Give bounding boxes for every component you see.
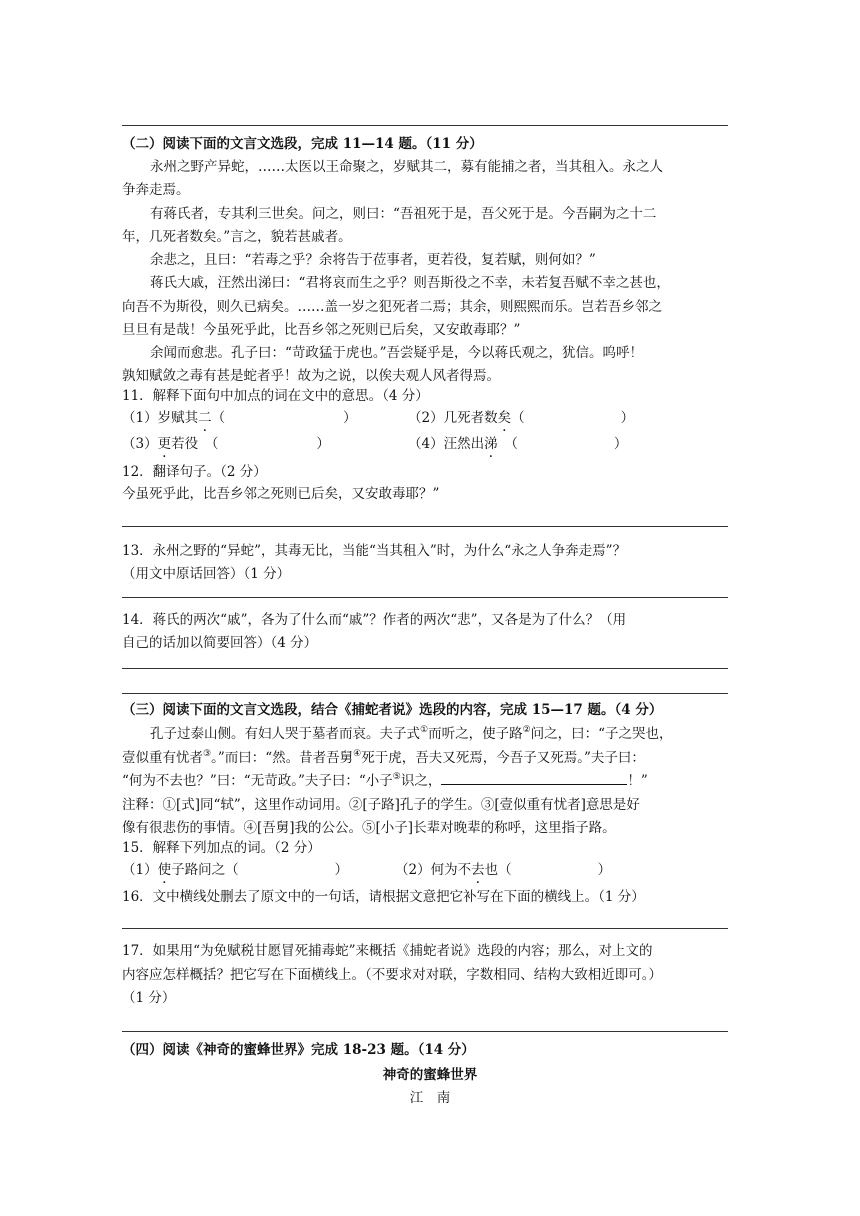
section2-heading: （二）阅读下面的文言文选段，完成 11—14 题。（11 分）: [122, 136, 483, 152]
passage-line: “何为不去也？”曰：“无苛政。”夫子曰：“小子⑤识之， ！”: [122, 772, 648, 789]
question-13: 13．永州之野的“异蛇”，其毒无比，当能“当其租入”时，为什么“永之人争奔走焉”？: [122, 543, 627, 559]
question-17-cont: 内容应怎样概括？把它写在下面横线上。（不要求对对联，字数相同、结构大致相近即可。）: [122, 967, 662, 983]
answer-line: [122, 597, 728, 598]
passage-line: 有蒋氏者，专其利三世矣。问之，则曰：“吾祖死于是，吾父死于是。今吾嗣为之十二: [150, 206, 657, 222]
passage-line: 孔子过泰山侧。有妇人哭于墓者而哀。夫子式①而听之，使子路②问之，曰：“子之哭也，: [150, 725, 673, 742]
q11-item-4: （4）汪然出涕 （ ）: [408, 436, 628, 452]
question-13-cont: （用文中原话回答）（1 分）: [122, 566, 291, 582]
passage-line: 永州之野产异蛇，……太医以王命聚之，岁赋其二，募有能捕之者，当其租入。永之人: [150, 159, 663, 175]
q11-item-1: （1）岁赋其二（ ）: [122, 410, 357, 426]
passage-line: 旦旦有是哉！今虽死乎此，比吾乡邻之死则已后矣，又安敢毒耶？”: [122, 322, 521, 338]
passage-line: 壹似重有忧者③。”而曰：“然。昔者吾舅④死于虎，吾夫又死焉，今吾子又死焉。”夫子曰：: [122, 749, 645, 766]
answer-line: [122, 526, 728, 527]
q15-item-2: （2）何为不去也（ ）: [395, 862, 612, 878]
passage-line: 蒋氏大戚，汪然出涕曰：“君将哀而生之乎？则吾斯役之不幸，未若复吾赋不幸之甚也，: [150, 275, 670, 291]
question-12: 12．翻译句子。（2 分）: [122, 464, 267, 480]
note-line: 像有很悲伤的事情。④[吾舅]我的公公。⑤[小子]长辈对晚辈的称呼，这里指子路。: [122, 820, 616, 836]
passage-line: 年，几死者数矣。”言之，貌若甚戚者。: [122, 229, 352, 245]
answer-line: [122, 668, 728, 669]
fill-blank[interactable]: [441, 771, 627, 785]
passage-line: 孰知赋敛之毒有甚是蛇者乎！故为之说，以俟夫观人风者得焉。: [122, 368, 500, 384]
section3-heading: （三）阅读下面的文言文选段，结合《捕蛇者说》选段的内容，完成 15—17 题。（4 分）: [122, 702, 663, 718]
question-16: 16．文中横线处删去了原文中的一句话，请根据文意把它补写在下面的横线上。（1 分）: [122, 889, 645, 905]
passage-line: 向吾不为斯役，则久已病矣。……盖一岁之犯死者二焉；其余，则熙熙而乐。岂若吾乡邻之: [122, 299, 662, 315]
answer-line: [122, 928, 728, 929]
question-15: 15．解释下列加点的词。（2 分）: [122, 840, 321, 856]
passage-line: 争奔走焉。: [122, 182, 190, 198]
section4-heading: （四）阅读《神奇的蜜蜂世界》完成 18-23 题。（14 分）: [122, 1042, 475, 1058]
q11-item-3: （3）更若役 （ ）: [122, 436, 330, 452]
q12-sentence: 今虽死乎此，比吾乡邻之死则已后矣，又安敢毒耶？”: [122, 486, 440, 502]
article-title: 神奇的蜜蜂世界: [382, 1067, 478, 1083]
passage-line: 余闻而愈悲。孔子曰：“苛政猛于虎也。”吾尝疑乎是，今以蒋氏观之，犹信。呜呼！: [150, 345, 644, 361]
question-17: 17．如果用“为免赋税甘愿冒死捕毒蛇”来概括《捕蛇者说》选段的内容；那么，对上文的: [122, 943, 653, 959]
top-rule: [122, 125, 728, 126]
question-14-cont: 自己的话加以简要回答）（4 分）: [122, 635, 318, 651]
passage-line: 余悲之，且曰：“若毒之乎？余将告于莅事者，更若役，复若赋，则何如？”: [150, 252, 596, 268]
q11-item-2: （2）几死者数矣（ ）: [408, 410, 635, 426]
article-author: 江 南: [409, 1090, 451, 1106]
question-14: 14．蒋氏的两次“戚”，各为了什么而“戚”？作者的两次“悲”，又各是为了什么？（用: [122, 612, 627, 628]
question-17-cont: （1 分）: [122, 990, 176, 1006]
question-11: 11．解释下面句中加点的词在文中的意思。（4 分）: [122, 388, 429, 404]
answer-line: [122, 693, 728, 694]
answer-line: [122, 1031, 728, 1032]
note-line: 注释：①[式]同“轼”，这里作动词用。②[子路]孔子的学生。③[壹似重有忧者]意思是好: [122, 797, 640, 813]
q15-item-1: （1）使子路问之（ ）: [122, 862, 349, 878]
